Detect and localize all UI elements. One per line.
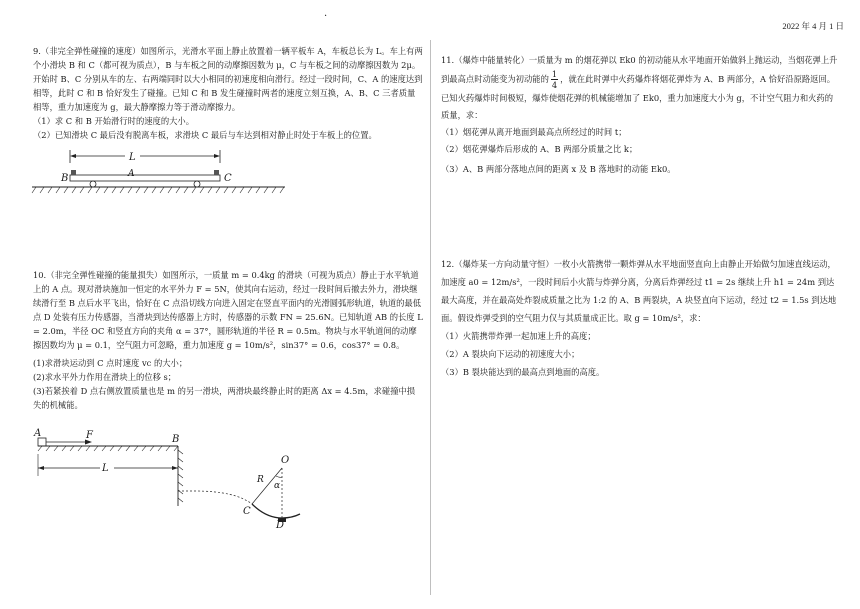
header-dot: .: [324, 8, 328, 19]
q12-text: 12.（爆炸某一方向动量守恒）一枚小火箭携带一颗炸弹从水平地面竖直向上由静止开始做匀加速直线运动，加速度 a0 = 12m/s²，一段时间后小火箭与炸弹分离，分离后炸弹经过 t1 = 2s 继续上升 h1 = 24m 到达最大高度，并在最高处炸裂成质量之比为 1:2 的 A、B 两裂块，A 块竖直向下运动，经过 t2 = 1.5s 到达地面。假设炸弹受到的空气阻力仅与其质量成正比。取 g = 10m/s²，求：: [441, 259, 837, 323]
q9-text: 9.（非完全弹性碰撞的速度）如图所示，光滑水平面上静止放置着一辆平板车 A，车板总长为 L。车上有两个小滑块 B 和 C（都可视为质点），B 与车板之间的动摩擦因数为 μ，C 与车板之间的动摩擦因数为 2μ。开始时 B、C 分别从车的左、右两端同时以大小相同的初速度相向滑行。经过一段时间，C、A 的速度达到相等，此时 C 和 B 恰好发生了碰撞。已知 C 和 B 发生碰撞时两者的速度立刻互换，A、B、C 三者质量相等，重力加速度为 g，最大静摩擦力等于滑动摩擦力。: [33, 46, 423, 112]
q10-dim-arrow-left: [38, 466, 44, 470]
question-11: [441, 52, 841, 178]
q9-wheel-right: [194, 181, 200, 187]
q9-arrow-left: [70, 154, 76, 158]
q10-cliff-hatch: [178, 450, 183, 502]
q11-text1: 11.（爆炸中能量转化）一质量为 m 的烟花弹以 Ek0 的初动能从水平地面开始做斜上抛运动，当烟花弹上升到最高点时动能变为初动能的: [441, 55, 838, 84]
q11-text2: ，就在此时弹中火药爆炸将烟花弹炸为 A、B 两部分，A 恰好沿原路返回。已知火药爆炸时间极短，爆炸使烟花弹的机械能增加了 Ek0，重力加速度大小为 g，不计空气阻力和火药的质量，求：: [441, 74, 836, 120]
q10-label-O: O: [281, 455, 290, 466]
q11-sub3: （3）A、B 两部分落地点间的距离 x 及 B 落地时的动能 Ek0。: [441, 164, 676, 174]
q10-label-R: R: [257, 475, 264, 485]
q10-text: 10.（非完全弹性碰撞的能量损失）如图所示，一质量 m = 0.4kg 的滑块（可视为质点）静止于水平轨道上的 A 点。现对滑块施加一恒定的水平外力 F = 5N，使其向右运动，经过一段时间后撤去外力，滑块继续滑行至 B 点后水平飞出，恰好在 C 点沿切线方向进入固定在竖直平面内的光滑圆弧形轨道，轨道的最低点 D 处装有压力传感器，当滑块到达传感器上方时，传感器的示数 FN = 25.6N。已知轨道 AB 的长度 L = 2.0m，半径 OC 和竖直方向的夹角 α = 37°，圆形轨道的半径 R = 0.5m。物块与水平轨道间的动摩擦因数均为 μ = 0.1，空气阻力可忽略，重力加速度 g = 10m/s²，sin37° = 0.6，cos37° = 0.8。: [33, 270, 423, 350]
q12-sub3: （3）B 裂块能达到的最高点到地面的高度。: [441, 367, 605, 377]
q10-label-D: D: [276, 520, 285, 531]
q11-sub2: （2）烟花弹爆炸后形成的 A、B 两部分质量之比 k；: [441, 144, 638, 154]
q10-trajectory: [178, 491, 252, 504]
q10-angle-mark: [276, 476, 282, 477]
q10-dim-arrow-right: [172, 466, 178, 470]
q10-figure: [30, 428, 310, 531]
question-9: [33, 44, 423, 142]
q9-arrow-right: [214, 154, 220, 158]
question-12: [441, 255, 841, 381]
q10-label-C: C: [243, 506, 251, 517]
q10-sub2: (2)求水平外力作用在滑块上的位移 s；: [33, 372, 177, 382]
q11-fraction: [551, 69, 558, 90]
q11-frac-den: 4: [551, 80, 558, 90]
q10-label-L: L: [102, 463, 109, 474]
q9-ground-hatch: [32, 187, 284, 193]
q9-sub2: （2）已知滑块 C 最后没有脱离车板，求滑块 C 最后与车达到相对静止时处于车板上的位置。: [33, 130, 377, 140]
q10-label-alpha: α: [274, 481, 281, 491]
q12-sub1: （1）火箭携带炸弹一起加速上升的高度；: [441, 331, 596, 341]
q9-label-L: L: [129, 152, 136, 163]
q11-sub1: （1）烟花弹从离开地面到最高点所经过的时间 t；: [441, 127, 627, 137]
column-divider: [430, 40, 431, 595]
q10-track-hatch: [38, 446, 178, 451]
q9-figure: [30, 145, 290, 200]
q10-sub1: (1)求滑块运动到 C 点时速度 vc 的大小；: [33, 358, 188, 368]
q9-block-B: [71, 170, 76, 175]
q10-block-A: [38, 438, 46, 446]
q9-wheel-left: [90, 181, 96, 187]
q9-label-C: C: [224, 173, 232, 184]
q9-label-B: B: [61, 173, 69, 184]
q11-intro: [441, 52, 841, 124]
q11-frac-num: 1: [551, 69, 558, 79]
question-10: [33, 268, 423, 412]
q10-arc-track: [252, 504, 300, 518]
q12-sub2: （2）A 裂块向下运动的初速度大小；: [441, 349, 580, 359]
q9-plank-A: [70, 175, 220, 181]
q9-block-C: [214, 170, 219, 175]
q9-label-A: A: [128, 169, 135, 179]
q10-sub3: (3)若紧挨着 D 点右侧放置质量也是 m 的另一滑块，两滑块最终静止时的距离 Δx = 4.5m，求碰撞中损失的机械能。: [33, 386, 416, 410]
q10-label-F: F: [86, 430, 93, 441]
q10-label-B: B: [172, 434, 180, 445]
q9-sub1: （1）求 C 和 B 开始滑行时的速度的大小。: [33, 116, 195, 126]
page-date: 2022 年 4 月 1 日: [782, 21, 844, 31]
q10-label-A: A: [34, 428, 42, 439]
